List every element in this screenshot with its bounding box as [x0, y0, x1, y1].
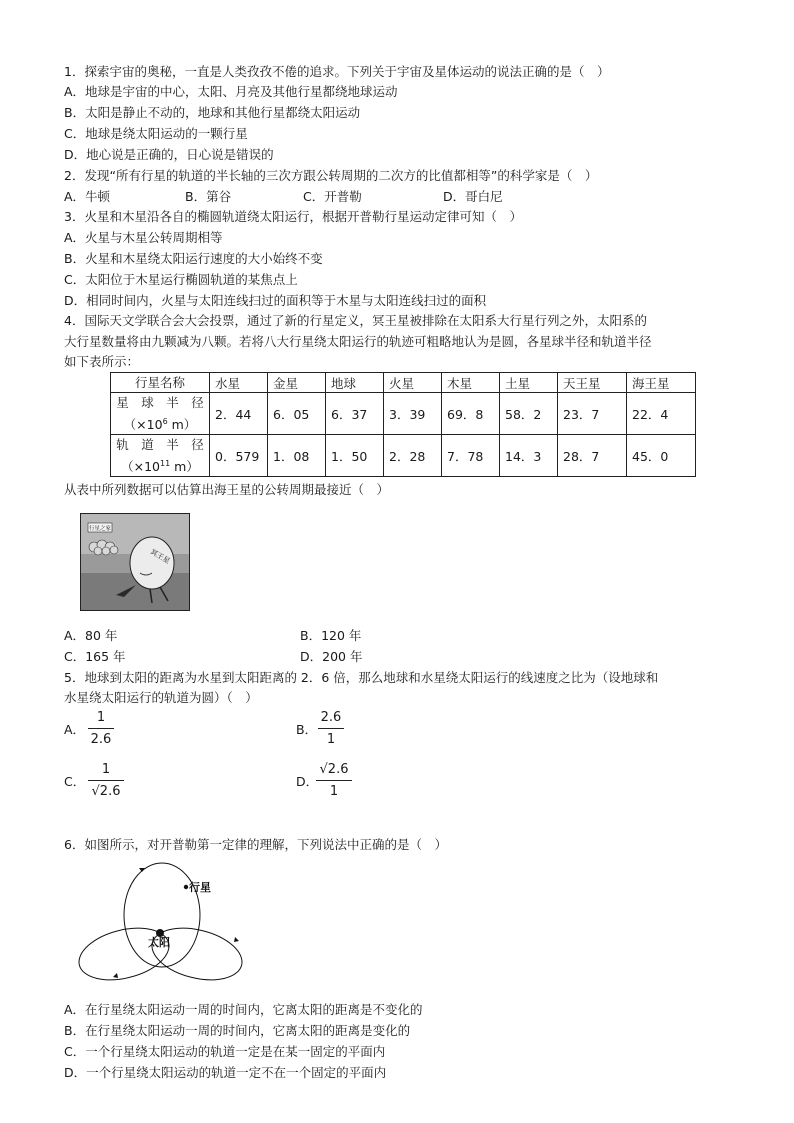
row-label-unit: （×10	[123, 417, 163, 433]
table-cell: 14．3	[500, 435, 558, 477]
numerator: √2.6	[319, 762, 349, 777]
row-label-exp: 6	[162, 417, 168, 426]
table-cell: 23．7	[558, 393, 627, 435]
fraction-bar	[88, 728, 114, 729]
table-cell: 6．37	[326, 393, 384, 435]
row-label-unit: （×10	[121, 459, 161, 475]
planet-dot	[184, 885, 188, 889]
q2-option-c: C．开普勒	[303, 189, 362, 204]
q5-option-b-label: B．	[296, 722, 318, 737]
table-cell: 45．0	[627, 435, 696, 477]
row-label-exp: 11	[160, 459, 171, 469]
q6-option-a: A．在行星绕太阳运动一周的时间内，它离太阳的距离是不变化的	[64, 1002, 423, 1017]
q5-stem-line1: 5．地球到太阳的距离为水星到太阳距离的 2．6 倍，那么地球和水星绕太阳运行的线速度之比为（设地球和	[64, 670, 659, 685]
table-cell: 7．78	[442, 435, 500, 477]
q2-stem: 2．发现“所有行星的轨道的半长轴的三次方跟公转周期的二次方的比值都相等”的科学家是（ ）	[64, 168, 598, 183]
q6-option-b: B．在行星绕太阳运动一周的时间内，它离太阳的距离是变化的	[64, 1023, 411, 1038]
orbit-arrow-icon	[234, 937, 239, 942]
orbit-vertical	[124, 863, 200, 967]
planet-table	[110, 372, 696, 477]
q4-option-d: D．200 年	[300, 649, 363, 664]
table-header-row	[111, 373, 696, 393]
q1-option-c: C．地球是绕太阳运动的一颗行星	[64, 126, 248, 141]
denominator: √2.6	[91, 784, 121, 799]
q4-option-c: C．165 年	[64, 649, 126, 664]
q5-option-d-fraction	[316, 760, 352, 801]
table-cell: 2．44	[210, 393, 268, 435]
row-label-orbit-radius	[111, 435, 210, 477]
planet-label: 行星	[189, 881, 211, 894]
pluto-label: 冥王星	[149, 547, 172, 566]
table-header-cell: 地球	[326, 373, 384, 393]
table-cell: 1．50	[326, 435, 384, 477]
q1-option-d: D．地心说是正确的，日心说是错误的	[64, 147, 274, 162]
q1-option-a: A．地球是宇宙的中心，太阳、月亮及其他行星都绕地球运动	[64, 84, 398, 99]
table-cell: 22．4	[627, 393, 696, 435]
numerator: 1	[101, 762, 111, 777]
q2-option-b: B．第谷	[185, 189, 232, 204]
q4-option-a: A．80 年	[64, 628, 118, 643]
table-cell: 58．2	[500, 393, 558, 435]
table-header-cell: 土星	[500, 373, 558, 393]
sign-text: 行星之家	[88, 526, 112, 532]
fraction-bar	[316, 780, 352, 781]
numerator: 2.6	[320, 710, 342, 725]
q6-option-d: D．一个行星绕太阳运动的轨道一定不在一个固定的平面内	[64, 1065, 387, 1080]
table-cell: 0．579	[210, 435, 268, 477]
row-label-text: 星 球 半 径	[116, 395, 204, 410]
q5-option-c-fraction	[88, 760, 124, 801]
denominator: 1	[329, 784, 339, 799]
q6-stem: 6．如图所示，对开普勒第一定律的理解，下列说法中正确的是（ ）	[64, 837, 447, 852]
q3-option-c: C．太阳位于木星运行椭圆轨道的某焦点上	[64, 272, 298, 287]
q2-option-a: A．牛顿	[64, 189, 111, 204]
q5-option-a-label: A．	[64, 722, 86, 737]
q1-option-b: B．太阳是静止不动的，地球和其他行星都绕太阳运动	[64, 105, 361, 120]
table-header-cell: 天王星	[558, 373, 627, 393]
q5-option-d-label: D．	[296, 774, 319, 789]
q4-stem-line2: 大行星数量将由九颗减为八颗。若将八大行星绕太阳运行的轨迹可粗略地认为是圆，各星球半径和轨道半径	[64, 334, 652, 349]
q5-option-c-label: C．	[64, 774, 86, 789]
row-label-unit-end: m）	[167, 417, 197, 433]
denominator: 2.6	[90, 732, 112, 747]
q3-stem: 3．火星和木星沿各自的椭圆轨道绕太阳运行，根据开普勒行星运动定律可知（ ）	[64, 209, 522, 224]
q5-option-a-fraction	[88, 708, 114, 749]
q3-option-b: B．火星和木星绕太阳运行速度的大小始终不变	[64, 251, 323, 266]
table-header-cell: 木星	[442, 373, 500, 393]
orbit-arrow-icon	[139, 868, 145, 872]
row-label-unit-end: m）	[170, 459, 199, 475]
table-row-star-radius	[111, 393, 696, 435]
pluto-cartoon-image	[80, 513, 190, 611]
row-label-text: 轨 道 半 径	[116, 437, 204, 453]
table-cell: 28．7	[558, 435, 627, 477]
q5-stem-line2: 水星绕太阳运行的轨道为圆）（ ）	[64, 690, 258, 705]
sun-label: 太阳	[148, 936, 170, 949]
q1-stem: 1．探索宇宙的奥秘，一直是人类孜孜不倦的追求。下列关于宇宙及星体运动的说法正确的是（ ）	[64, 64, 610, 79]
table-cell: 2．28	[384, 435, 442, 477]
q2-option-d: D．哥白尼	[443, 189, 503, 204]
q4-stem-line1: 4．国际天文学联合会大会投票，通过了新的行星定义，冥王星被排除在太阳系大行星行列之外，太阳系的	[64, 313, 647, 328]
table-cell: 6．05	[268, 393, 326, 435]
kepler-orbits-diagram	[76, 860, 246, 988]
table-row-orbit-radius	[111, 435, 696, 477]
q6-option-c: C．一个行星绕太阳运动的轨道一定是在某一固定的平面内	[64, 1044, 386, 1059]
row-label-star-radius	[111, 393, 210, 435]
table-cell: 1．08	[268, 435, 326, 477]
planet-house-sign	[88, 523, 112, 532]
q3-option-d: D．相同时间内，火星与太阳连线扫过的面积等于木星与太阳连线扫过的面积	[64, 293, 487, 308]
q4-option-b: B．120 年	[300, 628, 362, 643]
denominator: 1	[326, 732, 336, 747]
table-header-cell: 水星	[210, 373, 268, 393]
table-header-cell: 行星名称	[111, 373, 210, 393]
table-header-cell: 金星	[268, 373, 326, 393]
numerator: 1	[96, 710, 106, 725]
q5-option-b-fraction	[318, 708, 344, 749]
table-header-cell: 海王星	[627, 373, 696, 393]
orbit-arrow-icon	[113, 973, 118, 978]
table-cell: 69．8	[442, 393, 500, 435]
q4-question: 从表中所列数据可以估算出海王星的公转周期最接近（ ）	[64, 482, 390, 497]
table-header-cell: 火星	[384, 373, 442, 393]
q3-option-a: A．火星与木星公转周期相等	[64, 230, 223, 245]
fraction-bar	[318, 728, 344, 729]
q4-stem-line3: 如下表所示：	[64, 354, 140, 369]
table-cell: 3．39	[384, 393, 442, 435]
fraction-bar	[88, 780, 124, 781]
